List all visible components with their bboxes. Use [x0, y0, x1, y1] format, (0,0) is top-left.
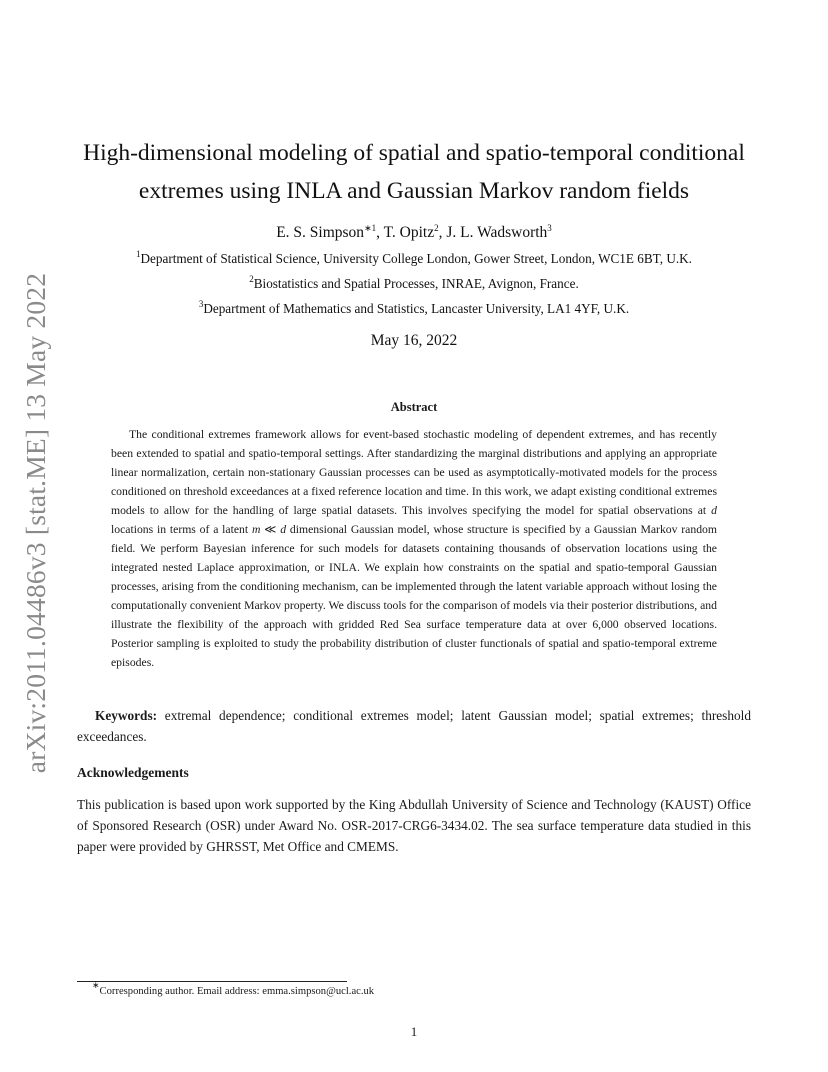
- affiliation-text: Department of Mathematics and Statistics, Lancaster University, LA1 4YF, U.K.: [203, 301, 630, 316]
- affiliation-superscript: 3: [198, 299, 204, 309]
- abstract-heading: Abstract: [390, 400, 438, 414]
- paper-title: [70, 134, 758, 210]
- author-separator: ,: [438, 224, 447, 241]
- author-superscript: 3: [547, 223, 552, 233]
- abstract-text-part-3: dimensional Gaussian model, whose structure is specified by a Gaussian Markov random field. We perform Bayesian inference for such models for datasets containing thousands of observation locations using the integrated nested Laplace approximation, or INLA. We explain how constraints on the spatial and spatio-temporal Gaussian processes, arising from the conditioning mechanism, can be implemented through the latent variable approach without losing the computationally convenient Markov property. We discuss tools for the comparison of models via their posterior distributions, and illustrate the flexibility of the approach with gridded Red Sea surface temperature data at over 6,000 observed locations. Posterior sampling is exploited to study the probability distribution of cluster functionals of spatial and spatio-temporal extreme episodes.: [111, 523, 717, 669]
- math-variable-d: d: [711, 504, 717, 517]
- page-number: 1: [410, 1024, 418, 1039]
- affiliation-text: Department of Statistical Science, University College London, Gower Street, London, WC1E 6BT, U.K.: [140, 251, 692, 266]
- affiliation-text: Biostatistics and Spatial Processes, INRAE, Avignon, France.: [253, 276, 579, 291]
- footnote-marker: ∗: [92, 980, 100, 990]
- affiliation-superscript: 2: [249, 274, 254, 284]
- keywords-paragraph: [77, 705, 751, 747]
- title-line-1: High-dimensional modeling of spatial and spatio-temporal conditional: [83, 140, 745, 166]
- publication-date: May 16, 2022: [370, 332, 458, 349]
- affiliation-superscript: 1: [136, 249, 141, 259]
- author-list: [0, 224, 828, 242]
- abstract-body: [111, 425, 717, 672]
- keywords-label: Keywords:: [95, 708, 158, 723]
- keywords-text: extremal dependence; conditional extremes model; latent Gaussian model; spatial extremes; threshold exceedances.: [77, 708, 751, 744]
- author-separator: ,: [376, 224, 384, 241]
- arxiv-identifier-text: arXiv:2011.04486v3 [stat.ME] 13 May 2022: [20, 272, 51, 773]
- math-much-less-than: ≪: [260, 523, 281, 536]
- author-superscript: ∗1: [364, 223, 377, 233]
- abstract-text-part-2: locations in terms of a latent: [111, 523, 252, 536]
- affiliation-2: [0, 276, 828, 292]
- footnote-text: Corresponding author. Email address: emma.simpson@ucl.ac.uk: [99, 986, 375, 997]
- author-name: E. S. Simpson: [276, 224, 365, 241]
- author-superscript: 2: [434, 223, 439, 233]
- author-name: T. Opitz: [383, 224, 435, 241]
- footnote: [92, 980, 375, 997]
- affiliation-3: [0, 301, 828, 317]
- author-name: J. L. Wadsworth: [446, 224, 548, 241]
- title-line-2: extremes using INLA and Gaussian Markov random fields: [138, 178, 690, 204]
- acknowledgements-body: This publication is based upon work supported by the King Abdullah University of Science and Technology (KAUST) Office of Sponsored Research (OSR) under Award No. OSR-2017-CRG6-3434.02. The sea surface temperature data studied in this paper were provided by GHRSST, Met Office and CMEMS.: [77, 797, 751, 854]
- math-variable-m: m: [251, 523, 261, 536]
- acknowledgements-heading: Acknowledgements: [77, 765, 189, 780]
- math-variable-d: d: [280, 523, 287, 536]
- abstract-text-part-1: The conditional extremes framework allows for event-based stochastic modeling of dependent extremes, and has recently been extended to spatial and spatio-temporal settings. After standardizing the marginal distributions and applying an appropriate linear normalization, certain non-stationary Gaussian processes can be used as asymptotically-motivated models for the process conditioned on threshold exceedances at a fixed reference location and time. In this work, we adapt existing conditional extremes models to allow for the handling of large spatial datasets. This involves specifying the model for spatial observations at: [111, 428, 717, 517]
- affiliation-1: [0, 251, 828, 267]
- footnote-rule: [77, 981, 347, 982]
